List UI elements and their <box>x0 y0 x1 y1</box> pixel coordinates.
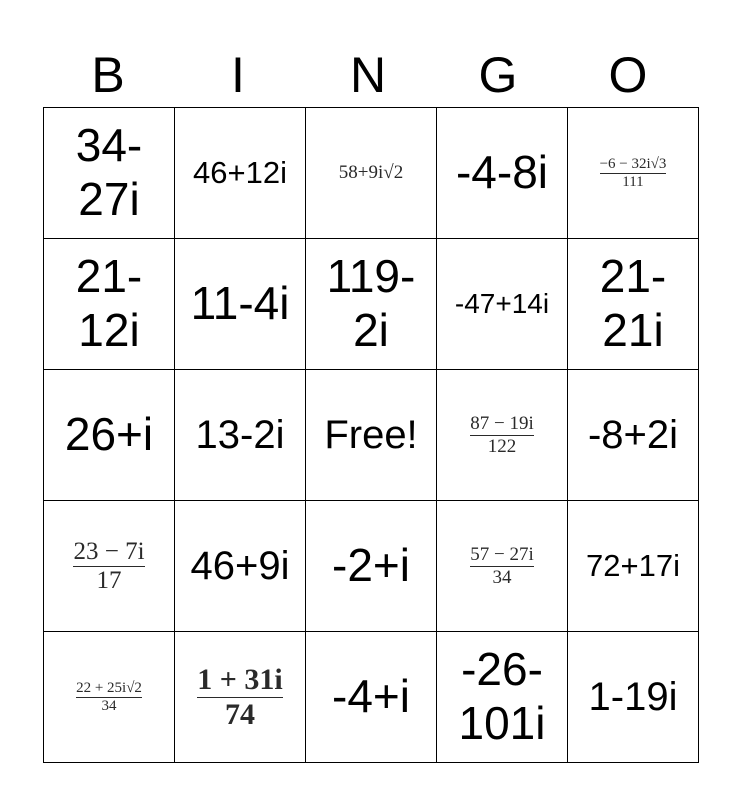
bingo-cell[interactable] <box>306 632 437 763</box>
cell-text: 72+17i <box>586 547 680 583</box>
board-row <box>44 108 699 239</box>
fraction-numerator: 23 − 7i <box>73 537 145 565</box>
bingo-cell[interactable] <box>44 632 175 763</box>
board-row <box>44 239 699 370</box>
free-space-text: Free! <box>324 412 418 457</box>
bingo-cell[interactable] <box>175 239 306 370</box>
fraction-numerator: −6 − 32i√3 <box>599 156 667 172</box>
fraction-numerator: 1 + 31i <box>197 662 283 696</box>
bingo-header <box>43 44 693 106</box>
cell-text: 1-19i <box>588 674 678 719</box>
cell-text: 119- 2i <box>326 250 416 356</box>
cell-text: 21- 21i <box>599 250 667 356</box>
header-letter-n: N <box>349 47 387 103</box>
cell-fraction <box>73 538 144 595</box>
bingo-cell[interactable] <box>306 501 437 632</box>
bingo-cell[interactable] <box>568 239 699 370</box>
bingo-cell[interactable] <box>306 108 437 239</box>
bingo-cell[interactable] <box>437 239 568 370</box>
cell-fraction <box>197 663 282 732</box>
bingo-cell[interactable] <box>44 501 175 632</box>
cell-expression: 58+9i√2 <box>338 162 404 183</box>
cell-fraction <box>76 680 142 715</box>
bingo-cell[interactable] <box>44 370 175 501</box>
bingo-cell[interactable] <box>437 501 568 632</box>
cell-text: 13-2i <box>195 412 285 457</box>
cell-text: 46+12i <box>193 154 287 190</box>
fraction-denominator: 34 <box>492 566 512 588</box>
bingo-cell[interactable] <box>175 501 306 632</box>
cell-text: 34- 27i <box>75 119 143 225</box>
fraction-numerator: 57 − 27i <box>470 543 534 565</box>
cell-fraction <box>600 156 667 191</box>
board-row <box>44 501 699 632</box>
bingo-cell free-space[interactable] <box>306 370 437 501</box>
bingo-cell[interactable] <box>175 108 306 239</box>
cell-text: -4-8i <box>455 146 549 199</box>
cell-text: 46+9i <box>190 543 290 588</box>
board-row <box>44 370 699 501</box>
fraction-denominator: 34 <box>101 698 117 714</box>
cell-text: -4+i <box>332 670 410 723</box>
bingo-cell[interactable] <box>568 108 699 239</box>
fraction-numerator: 87 − 19i <box>470 412 534 434</box>
board-row <box>44 632 699 763</box>
fraction-denominator: 111 <box>622 174 644 190</box>
bingo-cell[interactable] <box>175 370 306 501</box>
header-letter-b: B <box>91 47 125 103</box>
cell-text: 26+i <box>64 408 154 461</box>
bingo-cell[interactable] <box>306 239 437 370</box>
cell-fraction <box>470 544 534 589</box>
header-letter-g: G <box>478 47 518 103</box>
fraction-denominator: 17 <box>96 566 122 594</box>
header-letter-o: O <box>608 47 648 103</box>
cell-text: -8+2i <box>587 412 679 457</box>
fraction-denominator: 122 <box>487 435 517 457</box>
bingo-cell[interactable] <box>175 632 306 763</box>
cell-text: -26- 101i <box>458 643 546 749</box>
bingo-cell[interactable] <box>568 632 699 763</box>
cell-text: 11-4i <box>190 277 290 330</box>
bingo-cell[interactable] <box>437 370 568 501</box>
header-letter-i: I <box>231 47 245 103</box>
fraction-denominator: 74 <box>225 697 255 731</box>
bingo-cell[interactable] <box>44 239 175 370</box>
bingo-cell[interactable] <box>568 370 699 501</box>
bingo-cell[interactable] <box>568 501 699 632</box>
cell-text: -2+i <box>332 539 410 592</box>
cell-fraction <box>470 413 534 458</box>
cell-text: -47+14i <box>454 287 550 319</box>
bingo-board <box>43 107 699 763</box>
bingo-cell[interactable] <box>437 108 568 239</box>
bingo-cell[interactable] <box>437 632 568 763</box>
cell-text: 21- 12i <box>75 250 143 356</box>
fraction-numerator: 22 + 25i√2 <box>76 680 142 696</box>
bingo-cell[interactable] <box>44 108 175 239</box>
